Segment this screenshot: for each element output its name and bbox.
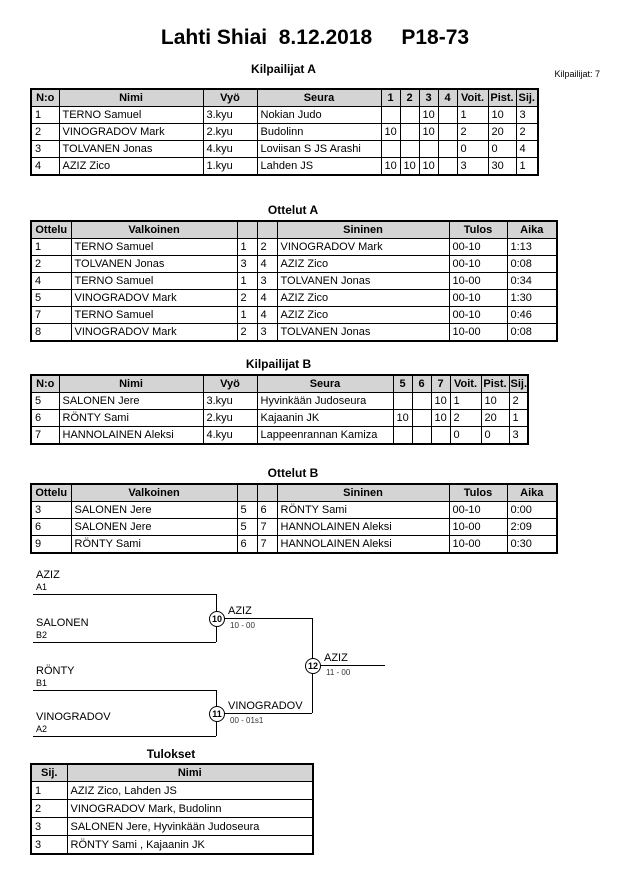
matches-b-table	[30, 483, 558, 554]
cell-score-3	[419, 141, 438, 158]
cell-match-no: 9	[31, 536, 71, 554]
cell-white-no: 1	[237, 239, 257, 256]
cell-name: RÖNTY Sami	[59, 410, 203, 427]
cell-result: 00-10	[449, 290, 507, 307]
cell-wins: 1	[457, 107, 488, 124]
bracket-winner-name: AZIZ	[228, 605, 252, 617]
table-row	[31, 502, 557, 519]
competitor-count-label: Kilpailijat: 7	[554, 69, 600, 79]
cell-rank: 1	[31, 782, 67, 800]
cell-blue-name: RÖNTY Sami	[277, 502, 449, 519]
cell-time: 1:13	[507, 239, 557, 256]
cell-name: HANNOLAINEN Aleksi	[59, 427, 203, 445]
header-row	[31, 764, 313, 782]
cell-white-name: TERNO Samuel	[71, 307, 237, 324]
col-header-name: Nimi	[59, 89, 203, 107]
pool-b-table	[30, 374, 529, 445]
cell-rank: 3	[31, 836, 67, 855]
col-header-name: Nimi	[59, 375, 203, 393]
cell-points: 20	[488, 124, 516, 141]
cell-belt: 3.kyu	[203, 393, 257, 410]
cell-points: 0	[481, 427, 509, 445]
cell-score-3: 10	[419, 107, 438, 124]
table-row	[31, 141, 538, 158]
cell-name: TERNO Samuel	[59, 107, 203, 124]
cell-points: 20	[481, 410, 509, 427]
cell-score-3: 10	[419, 124, 438, 141]
cell-blue-no: 3	[257, 273, 277, 290]
cell-score-1: 10	[381, 124, 400, 141]
bracket-seed: A1	[36, 582, 48, 592]
cell-points: 0	[488, 141, 516, 158]
cell-name: RÖNTY Sami , Kajaanin JK	[67, 836, 313, 855]
col-header-club: Seura	[257, 375, 393, 393]
cell-time: 0:30	[507, 536, 557, 554]
cell-no: 1	[31, 107, 59, 124]
table-row	[31, 256, 557, 273]
col-header-opp4: 4	[438, 89, 457, 107]
cell-no: 5	[31, 393, 59, 410]
cell-white-name: RÖNTY Sami	[71, 536, 237, 554]
cell-club: Budolinn	[257, 124, 381, 141]
cell-rank: 2	[516, 124, 538, 141]
cell-result: 10-00	[449, 324, 507, 342]
cell-result: 10-00	[449, 273, 507, 290]
cell-blue-no: 4	[257, 290, 277, 307]
cell-blue-name: HANNOLAINEN Aleksi	[277, 536, 449, 554]
table-row	[31, 519, 557, 536]
table-row	[31, 818, 313, 836]
cell-score-4	[438, 141, 457, 158]
cell-score-7	[431, 427, 450, 445]
cell-white-no: 1	[237, 307, 257, 324]
results-heading: Tulokset	[146, 747, 196, 761]
header-row	[31, 484, 557, 502]
cell-points: 10	[488, 107, 516, 124]
col-header-opp5: 5	[393, 375, 412, 393]
bracket-slot-name: AZIZ	[36, 569, 60, 581]
col-header-points: Pist.	[488, 89, 516, 107]
col-header-opp3: 3	[419, 89, 438, 107]
cell-name: TOLVANEN Jonas	[59, 141, 203, 158]
bracket-seed: B2	[36, 630, 48, 640]
cell-time: 2:09	[507, 519, 557, 536]
cell-club: Nokian Judo	[257, 107, 381, 124]
table-row	[31, 393, 528, 410]
table-row	[31, 836, 313, 855]
page-title: Lahti Shiai 8.12.2018 P18-73	[160, 26, 470, 49]
table-row	[31, 536, 557, 554]
cell-white-name: TOLVANEN Jonas	[71, 256, 237, 273]
cell-name: AZIZ Zico, Lahden JS	[67, 782, 313, 800]
col-header-time: Aika	[507, 484, 557, 502]
cell-result: 00-10	[449, 502, 507, 519]
cell-white-name: VINOGRADOV Mark	[71, 290, 237, 307]
bracket-slot-name: RÖNTY	[36, 665, 75, 677]
cell-belt: 3.kyu	[203, 107, 257, 124]
cell-no: 2	[31, 124, 59, 141]
cell-blue-name: AZIZ Zico	[277, 307, 449, 324]
cell-name: VINOGRADOV Mark	[59, 124, 203, 141]
cell-wins: 1	[450, 393, 481, 410]
cell-white-name: TERNO Samuel	[71, 273, 237, 290]
bracket-score: 10 - 00	[230, 621, 255, 630]
table-row	[31, 107, 538, 124]
cell-match-no: 8	[31, 324, 71, 342]
cell-no: 4	[31, 158, 59, 176]
cell-belt: 2.kyu	[203, 124, 257, 141]
cell-match-no: 6	[31, 519, 71, 536]
cell-white-no: 2	[237, 324, 257, 342]
bracket-winner-name: VINOGRADOV	[228, 700, 303, 712]
header-row	[31, 89, 538, 107]
cell-blue-no: 3	[257, 324, 277, 342]
col-header-club: Seura	[257, 89, 381, 107]
col-header-belt: Vyö	[203, 375, 257, 393]
cell-score-5	[393, 393, 412, 410]
cell-club: Lappeenrannan Kamiza	[257, 427, 393, 445]
cell-belt: 1.kyu	[203, 158, 257, 176]
col-header-rank: Sij.	[31, 764, 67, 782]
cell-score-6	[412, 410, 431, 427]
cell-score-2: 10	[400, 158, 419, 176]
col-header-match-no: Ottelu	[31, 221, 71, 239]
bracket-line	[33, 736, 216, 737]
cell-result: 10-00	[449, 536, 507, 554]
cell-match-no: 4	[31, 273, 71, 290]
col-header-white-no	[237, 221, 257, 239]
table-row	[31, 427, 528, 445]
cell-club: Loviisan S JS Arashi	[257, 141, 381, 158]
bracket-line	[33, 642, 216, 643]
col-header-blue: Sininen	[277, 484, 449, 502]
col-header-white: Valkoinen	[71, 221, 237, 239]
cell-match-no: 2	[31, 256, 71, 273]
table-row	[31, 307, 557, 324]
table-row	[31, 273, 557, 290]
cell-white-name: SALONEN Jere	[71, 502, 237, 519]
bracket-slot-name: VINOGRADOV	[36, 711, 111, 723]
results-table	[30, 763, 314, 855]
cell-wins: 3	[457, 158, 488, 176]
table-row	[31, 782, 313, 800]
col-header-rank: Sij.	[509, 375, 528, 393]
cell-blue-name: TOLVANEN Jonas	[277, 324, 449, 342]
cell-blue-no: 7	[257, 536, 277, 554]
col-header-belt: Vyö	[203, 89, 257, 107]
bracket-match-circle: 11	[209, 706, 225, 722]
cell-club: Kajaanin JK	[257, 410, 393, 427]
pool-a-heading: Kilpailijat A	[251, 62, 316, 76]
col-header-blue: Sininen	[277, 221, 449, 239]
cell-time: 0:08	[507, 324, 557, 342]
cell-wins: 2	[457, 124, 488, 141]
cell-blue-name: TOLVANEN Jonas	[277, 273, 449, 290]
cell-no: 6	[31, 410, 59, 427]
cell-blue-name: VINOGRADOV Mark	[277, 239, 449, 256]
table-row	[31, 290, 557, 307]
col-header-time: Aika	[507, 221, 557, 239]
cell-time: 0:00	[507, 502, 557, 519]
cell-score-1	[381, 141, 400, 158]
bracket-line	[216, 618, 312, 619]
col-header-wins: Voit.	[457, 89, 488, 107]
cell-match-no: 3	[31, 502, 71, 519]
bracket-score: 11 - 00	[326, 668, 351, 677]
table-row	[31, 410, 528, 427]
col-header-name: Nimi	[67, 764, 313, 782]
elimination-bracket	[0, 566, 630, 746]
cell-white-no: 2	[237, 290, 257, 307]
cell-score-1	[381, 107, 400, 124]
cell-wins: 0	[450, 427, 481, 445]
bracket-match-circle: 12	[305, 658, 321, 674]
cell-blue-no: 2	[257, 239, 277, 256]
cell-score-2	[400, 107, 419, 124]
cell-white-no: 1	[237, 273, 257, 290]
col-header-result: Tulos	[449, 484, 507, 502]
cell-white-no: 5	[237, 502, 257, 519]
cell-result: 00-10	[449, 307, 507, 324]
cell-wins: 0	[457, 141, 488, 158]
cell-wins: 2	[450, 410, 481, 427]
cell-belt: 4.kyu	[203, 427, 257, 445]
header-row	[31, 221, 557, 239]
cell-score-4	[438, 107, 457, 124]
cell-rank: 3	[509, 427, 528, 445]
cell-blue-name: AZIZ Zico	[277, 290, 449, 307]
bracket-line	[33, 690, 216, 691]
col-header-blue-no	[257, 484, 277, 502]
pool-a-table	[30, 88, 539, 176]
cell-name: VINOGRADOV Mark, Budolinn	[67, 800, 313, 818]
cell-time: 0:34	[507, 273, 557, 290]
cell-score-6	[412, 393, 431, 410]
cell-score-2	[400, 124, 419, 141]
matches-a-table	[30, 220, 558, 342]
pool-b-heading: Kilpailijat B	[245, 357, 312, 371]
cell-blue-name: AZIZ Zico	[277, 256, 449, 273]
cell-score-5	[393, 427, 412, 445]
cell-club: Lahden JS	[257, 158, 381, 176]
col-header-no: N:o	[31, 375, 59, 393]
bracket-match-circle: 10	[209, 611, 225, 627]
cell-club: Hyvinkään Judoseura	[257, 393, 393, 410]
cell-rank: 1	[509, 410, 528, 427]
cell-white-name: VINOGRADOV Mark	[71, 324, 237, 342]
col-header-no: N:o	[31, 89, 59, 107]
cell-name: SALONEN Jere, Hyvinkään Judoseura	[67, 818, 313, 836]
cell-rank: 1	[516, 158, 538, 176]
cell-points: 10	[481, 393, 509, 410]
cell-match-no: 7	[31, 307, 71, 324]
cell-no: 3	[31, 141, 59, 158]
header-row	[31, 375, 528, 393]
cell-white-no: 3	[237, 256, 257, 273]
table-row	[31, 124, 538, 141]
cell-time: 1:30	[507, 290, 557, 307]
cell-score-7: 10	[431, 393, 450, 410]
cell-score-1: 10	[381, 158, 400, 176]
cell-result: 00-10	[449, 256, 507, 273]
cell-white-no: 5	[237, 519, 257, 536]
cell-blue-name: HANNOLAINEN Aleksi	[277, 519, 449, 536]
cell-time: 0:08	[507, 256, 557, 273]
cell-white-name: TERNO Samuel	[71, 239, 237, 256]
cell-blue-no: 4	[257, 256, 277, 273]
cell-blue-no: 4	[257, 307, 277, 324]
cell-score-7: 10	[431, 410, 450, 427]
col-header-rank: Sij.	[516, 89, 538, 107]
cell-blue-no: 6	[257, 502, 277, 519]
cell-belt: 2.kyu	[203, 410, 257, 427]
cell-rank: 3	[516, 107, 538, 124]
cell-score-4	[438, 124, 457, 141]
cell-name: AZIZ Zico	[59, 158, 203, 176]
cell-white-no: 6	[237, 536, 257, 554]
cell-match-no: 5	[31, 290, 71, 307]
cell-time: 0:46	[507, 307, 557, 324]
matches-a-heading: Ottelut A	[267, 203, 319, 217]
cell-score-4	[438, 158, 457, 176]
cell-result: 00-10	[449, 239, 507, 256]
col-header-white: Valkoinen	[71, 484, 237, 502]
cell-no: 7	[31, 427, 59, 445]
table-row	[31, 324, 557, 342]
bracket-winner-name: AZIZ	[324, 652, 348, 664]
cell-rank: 2	[31, 800, 67, 818]
col-header-opp7: 7	[431, 375, 450, 393]
cell-white-name: SALONEN Jere	[71, 519, 237, 536]
col-header-opp2: 2	[400, 89, 419, 107]
col-header-result: Tulos	[449, 221, 507, 239]
col-header-opp1: 1	[381, 89, 400, 107]
cell-blue-no: 7	[257, 519, 277, 536]
col-header-white-no	[237, 484, 257, 502]
cell-rank: 4	[516, 141, 538, 158]
col-header-wins: Voit.	[450, 375, 481, 393]
table-row	[31, 158, 538, 176]
bracket-seed: B1	[36, 678, 48, 688]
cell-score-6	[412, 427, 431, 445]
cell-points: 30	[488, 158, 516, 176]
matches-b-heading: Ottelut B	[267, 466, 319, 480]
cell-score-5: 10	[393, 410, 412, 427]
cell-score-2	[400, 141, 419, 158]
cell-result: 10-00	[449, 519, 507, 536]
bracket-score: 00 - 01s1	[230, 716, 264, 725]
bracket-line	[312, 665, 385, 666]
cell-rank: 2	[509, 393, 528, 410]
col-header-points: Pist.	[481, 375, 509, 393]
cell-name: SALONEN Jere	[59, 393, 203, 410]
col-header-match-no: Ottelu	[31, 484, 71, 502]
cell-belt: 4.kyu	[203, 141, 257, 158]
bracket-seed: A2	[36, 724, 48, 734]
bracket-line	[216, 713, 312, 714]
cell-score-3: 10	[419, 158, 438, 176]
col-header-blue-no	[257, 221, 277, 239]
table-row	[31, 800, 313, 818]
col-header-opp6: 6	[412, 375, 431, 393]
bracket-slot-name: SALONEN	[36, 617, 89, 629]
cell-rank: 3	[31, 818, 67, 836]
bracket-line	[33, 594, 216, 595]
table-row	[31, 239, 557, 256]
cell-match-no: 1	[31, 239, 71, 256]
